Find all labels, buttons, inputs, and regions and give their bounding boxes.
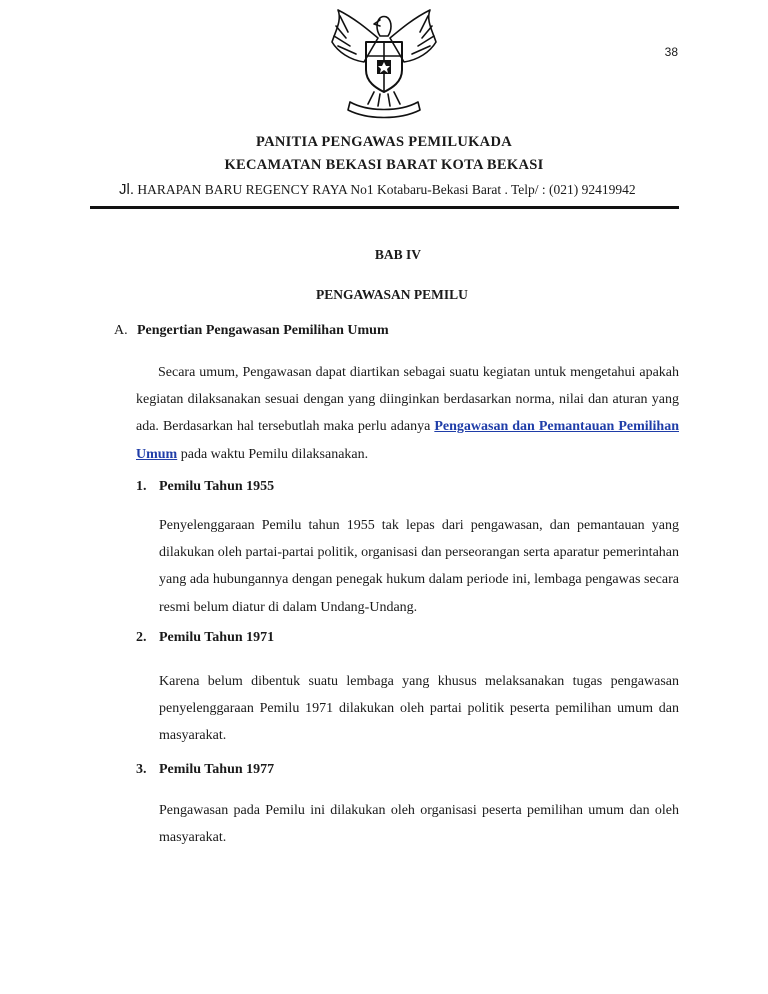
pengawasan-pemantauan-link[interactable]: Pengawasan dan Pemantauan Pemilihan Umum (136, 419, 679, 462)
letterhead-title: PANITIA PENGAWAS PEMILUKADA (256, 134, 512, 150)
chapter-title: PENGAWASAN PEMILU (316, 287, 468, 302)
chapter-number: BAB IV (374, 247, 422, 262)
item-title: Pemilu Tahun 1977 (159, 762, 275, 777)
intro-text: Secara umum, Pengawasan dapat diartikan sebagai suatu kegiatan untuk mengetahui apakah kegiatan dilaksanakan sesuai dengan yang diinginkan berdasarkan norma, nilai dan aturan yang ada. Berdasarkan hal tersebutlah maka perlu adanya (136, 365, 679, 435)
item-heading (136, 479, 274, 495)
section-letter: A. (114, 323, 128, 338)
letterhead-subtitle: KECAMATAN BEKASI BARAT KOTA BEKASI (224, 157, 544, 173)
item-number: 1. (136, 479, 147, 494)
section-intro-paragraph (136, 359, 679, 468)
section-heading (114, 323, 389, 339)
intro-text-end: pada waktu Pemilu dilaksanakan. (177, 446, 369, 462)
item-title: Pemilu Tahun 1955 (159, 479, 275, 494)
section-title: Pengertian Pengawasan Pemilihan Umum (137, 323, 389, 338)
item-paragraph: Penyelenggaraan Pemilu tahun 1955 tak lepas dari pengawasan, dan pemantauan yang dilakukan oleh partai-partai politik, organisasi dan perseorangan serta aparatur pemerintahan yang ada hubungannya dengan penegak hukum dalam periode ini, lembaga pengawas secara resmi belum diatur di dalam Undang-Undang. (159, 518, 679, 615)
letterhead-divider (90, 206, 679, 209)
item-paragraph: Karena belum dibentuk suatu lembaga yang khusus melaksanakan tugas pengawasan penyelenggaraan Pemilu 1971 dilakukan oleh partai politik peserta pemilihan umum dan masyarakat. (159, 674, 679, 744)
page-number: 38 (664, 45, 678, 59)
item-heading (136, 762, 274, 778)
item-number: 2. (136, 630, 147, 645)
item-title: Pemilu Tahun 1971 (159, 630, 275, 645)
letterhead-address (119, 181, 636, 198)
item-heading (136, 630, 274, 646)
item-paragraph: Pengawasan pada Pemilu ini dilakukan oleh organisasi peserta pemilihan umum dan oleh masyarakat. (159, 803, 679, 846)
address-text: HARAPAN BARU REGENCY RAYA No1 Kotabaru-Bekasi Barat . Telp/ : (021) 92419942 (134, 182, 636, 197)
address-prefix: Jl. (119, 181, 134, 198)
item-number: 3. (136, 762, 147, 777)
garuda-emblem-icon (328, 8, 440, 120)
